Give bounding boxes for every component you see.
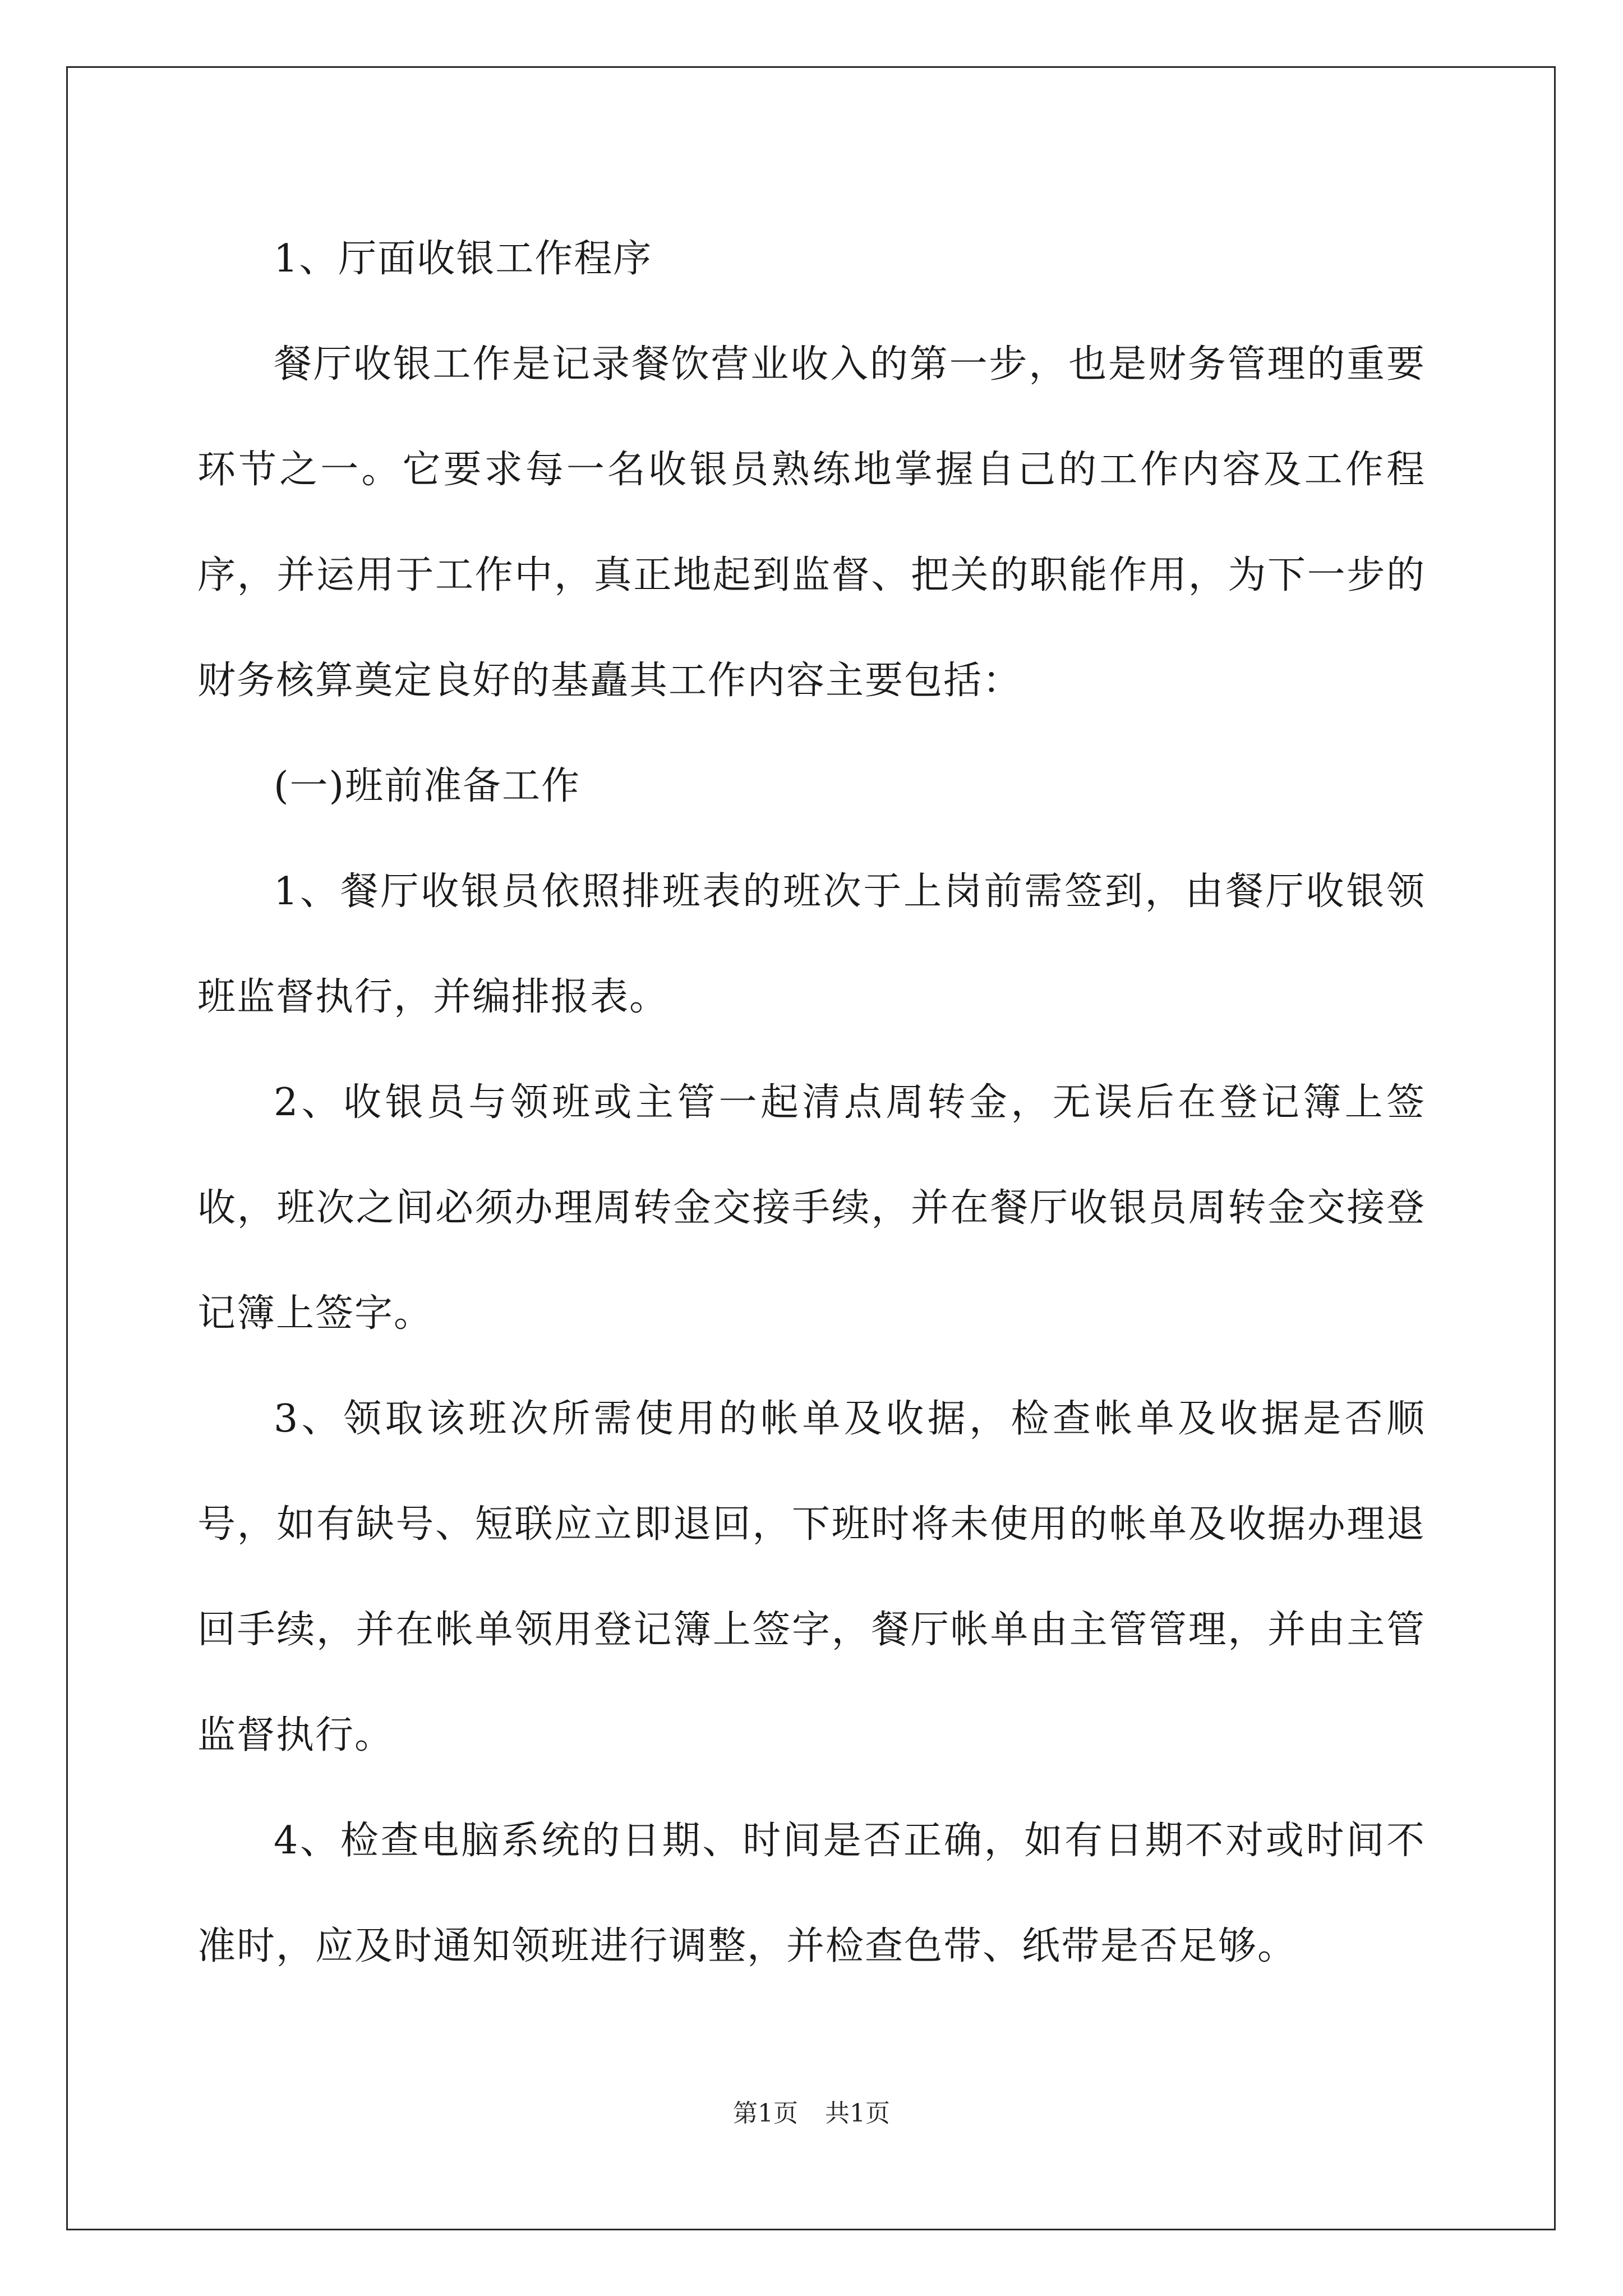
page-footer	[0, 2097, 1623, 2131]
list-item-1: 1、餐厅收银员依照排班表的班次于上岗前需签到，由餐厅收银领班监督执行，并编排报表。	[197, 869, 1426, 1019]
list-item-4: 4、检查电脑系统的日期、时间是否正确，如有日期不对或时间不准时，应及时通知领班进行调整，并检查色带、纸带是否足够。	[197, 1819, 1426, 1968]
list-item-2: 2、收银员与领班或主管一起清点周转金，无误后在登记簿上签收，班次之间必须办理周转金交接手续，并在餐厅收银员周转金交接登记簿上签字。	[197, 1080, 1426, 1336]
intro-paragraph: 餐厅收银工作是记录餐饮营业收入的第一步，也是财务管理的重要环节之一。它要求每一名收银员熟练地掌握自己的工作内容及工作程序，并运用于工作中，真正地起到监督、把关的职能作用，为下一步的财务核算奠定良好的基矗其工作内容主要包括：	[197, 342, 1426, 703]
page-number-current: 第1页	[733, 2099, 798, 2128]
subsection-heading: (一)班前准备工作	[274, 764, 581, 808]
page-number-total: 共1页	[825, 2099, 890, 2128]
document-body	[197, 206, 1426, 1999]
section-heading: 1、厅面收银工作程序	[274, 237, 653, 281]
list-item-3: 3、领取该班次所需使用的帐单及收据，检查帐单及收据是否顺号，如有缺号、短联应立即退回，下班时将未使用的帐单及收据办理退回手续，并在帐单领用登记簿上签字，餐厅帐单由主管管理，并由主管监督执行。	[197, 1397, 1426, 1757]
